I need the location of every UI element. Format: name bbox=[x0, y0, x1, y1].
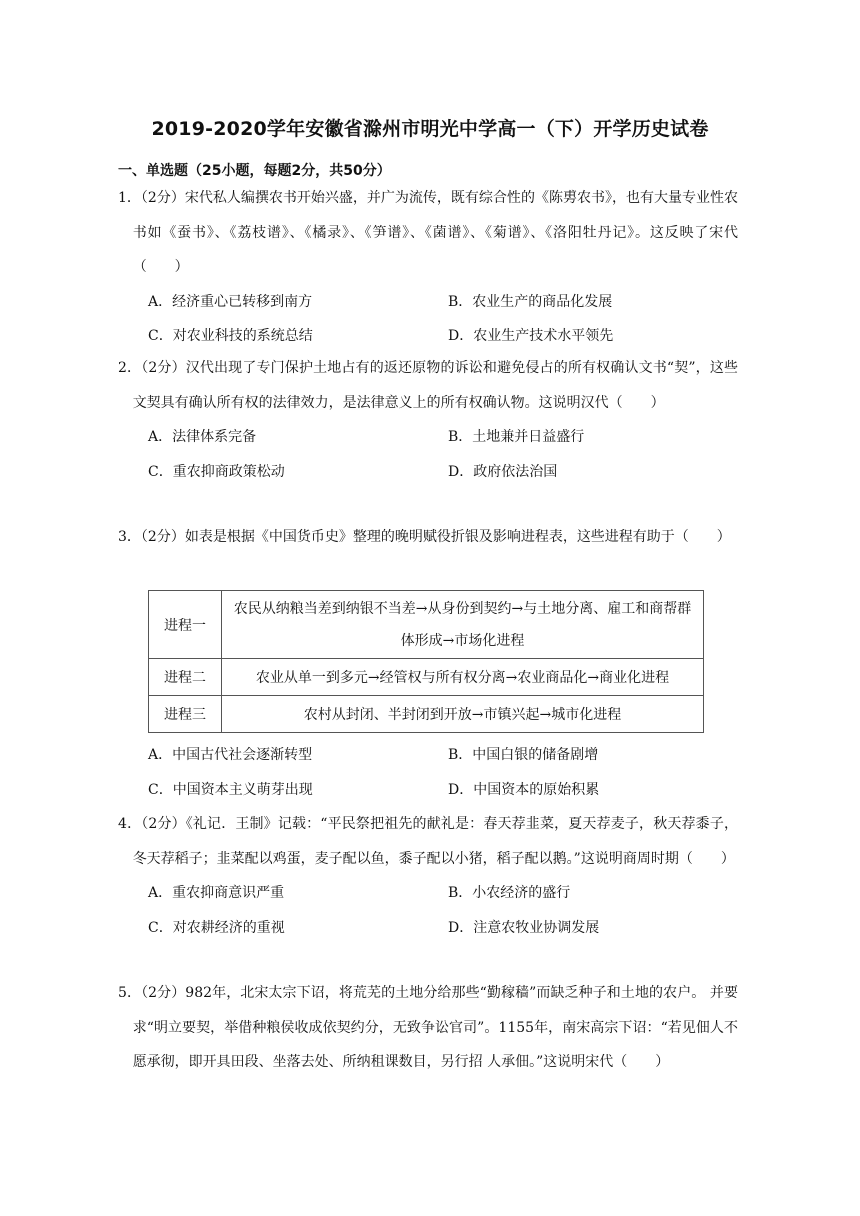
option-a[interactable]: A．法律体系完备 bbox=[148, 429, 257, 445]
option-a[interactable]: A．经济重心已转移到南方 bbox=[148, 293, 313, 310]
table-cell-label: 进程一 bbox=[149, 591, 222, 659]
question-stem: 1．（2分）宋代私人编撰农书开始兴盛，并广为流传，既有综合性的《陈旉农书》，也有大量专业性农书如《蚕书》、《荔枝谱》、《橘录》、《笋谱》、《菌谱》、《菊谱》、《洛阳牡丹记》。这反映了宋代（ ） bbox=[118, 190, 738, 275]
question-stem: 3．（2分）如表是根据《中国货币史》整理的晚明赋役折银及影响进程表，这些进程有助于（ ） bbox=[118, 529, 731, 545]
question-stem: 5．（2分）982年，北宋太宗下诏，将荒芜的土地分给那些“勤稼穑”而缺乏种子和土地的农户。 并要求“明立要契，举借种粮侯收成依契约分，无致争讼官司”。1155年，南宋高宗下诏：“若见佃人不愿承彻，即开具田段、坐落去处、所纳租课数目，另行招 人承佃。”这说明宋代（ ） bbox=[118, 985, 738, 1070]
option-b[interactable]: B．小农经济的盛行 bbox=[448, 885, 571, 901]
option-d[interactable]: D．中国资本的原始积累 bbox=[448, 781, 600, 798]
exam-title: 2019-2020学年安徽省滁州市明光中学高一（下）开学历史试卷 bbox=[151, 118, 709, 140]
option-d[interactable]: D．政府依法治国 bbox=[448, 463, 558, 480]
option-c[interactable]: C．对农业科技的系统总结 bbox=[148, 328, 313, 344]
option-b[interactable]: B．中国白银的储备剧增 bbox=[448, 747, 599, 763]
option-b[interactable]: B．农业生产的商品化发展 bbox=[448, 293, 613, 310]
question-4 bbox=[118, 807, 738, 945]
table-row bbox=[149, 591, 704, 659]
table-cell-content: 农民从纳粮当差到纳银不当差→从身份到契约→与土地分离、雇工和商帮群体形成→市场化进程 bbox=[222, 591, 704, 659]
table-row bbox=[149, 696, 704, 733]
table-row bbox=[149, 659, 704, 696]
option-c[interactable]: C．中国资本主义萌芽出现 bbox=[148, 781, 313, 798]
option-a[interactable]: A．中国古代社会逐渐转型 bbox=[148, 747, 313, 763]
table-cell-label: 进程三 bbox=[149, 696, 222, 733]
question-1 bbox=[118, 181, 738, 354]
progress-table bbox=[148, 590, 704, 733]
question-5 bbox=[118, 976, 738, 1080]
question-stem: 2．（2分）汉代出现了专门保护土地占有的返还原物的诉讼和避免侵占的所有权确认文书“契”，这些文契具有确认所有权的法律效力，是法律意义上的所有权确认物。这说明汉代（ ） bbox=[118, 360, 738, 411]
section-heading: 一、单选题（25小题，每题2分，共50分） bbox=[118, 163, 391, 179]
option-c[interactable]: C．对农耕经济的重视 bbox=[148, 919, 285, 936]
question-stem: 4．（2分）《礼记．王制》记载：“平民祭把祖先的献礼是：春天荐韭菜，夏天荐麦子，秋天荐黍子，冬天荐稻子；韭菜配以鸡蛋，麦子配以鱼，黍子配以小猪，稻子配以鹅。”这说明商周时期（ ） bbox=[118, 816, 738, 867]
question-3 bbox=[118, 520, 738, 555]
option-d[interactable]: D．注意农牧业协调发展 bbox=[448, 919, 600, 936]
table-cell-label: 进程二 bbox=[149, 659, 222, 696]
question-3-options bbox=[118, 738, 738, 807]
table-cell-content: 农村从封闭、半封闭到开放→市镇兴起→城市化进程 bbox=[222, 696, 704, 733]
question-2 bbox=[118, 351, 738, 489]
table-cell-content: 农业从单一到多元→经管权与所有权分离→农业商品化→商业化进程 bbox=[222, 659, 704, 696]
option-c[interactable]: C．重农抑商政策松动 bbox=[148, 463, 285, 480]
option-b[interactable]: B．土地兼并日益盛行 bbox=[448, 429, 585, 445]
option-a[interactable]: A．重农抑商意识严重 bbox=[148, 885, 285, 901]
option-d[interactable]: D．农业生产技术水平领先 bbox=[448, 328, 614, 344]
